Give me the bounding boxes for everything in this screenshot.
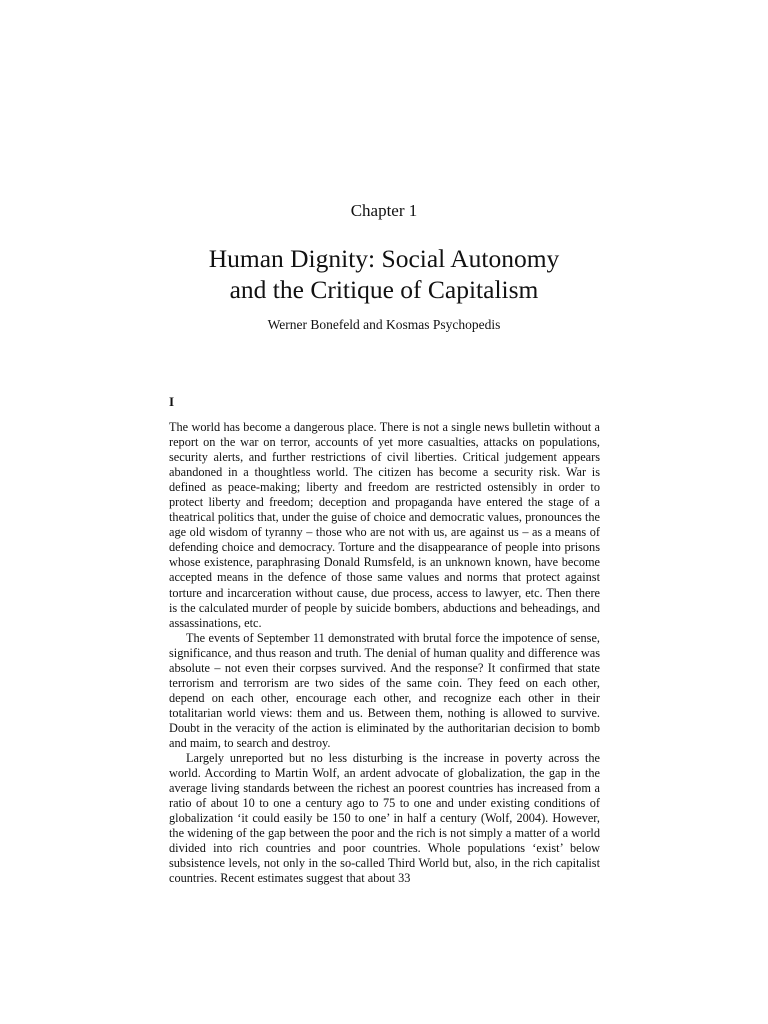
chapter-title-line-1: Human Dignity: Social Autonomy	[208, 244, 560, 273]
chapter-label: Chapter 1	[350, 201, 418, 220]
section-number: I	[169, 394, 175, 409]
chapter-title	[0, 243, 768, 305]
body-text	[169, 420, 600, 886]
chapter-title-line-2: and the Critique of Capitalism	[229, 275, 539, 304]
paragraph-3: Largely unreported but no less disturbing is the increase in poverty across the world. According to Martin Wolf, an ardent advocate of globalization, the gap in the average living standards between the richest an poorest countries has increased from a ratio of about 10 to one a century ago to 75 to one and under existing conditions of globalization ‘it could easily be 150 to one’ in half a century (Wolf, 2004). However, the widening of the gap between the poor and the rich is not simply a matter of a world divided into rich countries and poor countries. Whole populations ‘exist’ below subsistence levels, not only in the so-called Third World but, also, in the rich capitalist countries. Recent estimates suggest that about 33	[169, 751, 600, 886]
paragraph-1: The world has become a dangerous place. There is not a single news bulletin without a report on the war on terror, accounts of yet more casualties, attacks on populations, security alerts, and further restrictions of civil liberties. Critical judgement appears abandoned in a thoughtless world. The citizen has become a security risk. War is defined as peace-making; liberty and freedom are restricted ostensibly in order to protect liberty and freedom; deception and propaganda have entered the stage of a theatrical politics that, under the guise of choice and democratic values, pronounces the age old wisdom of tyranny – those who are not with us, are against us – as a means of defending choice and democracy. Torture and the disappearance of people into prisons whose existence, paraphrasing Donald Rumsfeld, is an unknown known, have become accepted means in the defence of those same values and norms that protect against torture and incarceration without cause, due process, access to lawyer, etc. Then there is the calculated murder of people by suicide bombers, abductions and beheadings, and assassinations, etc.	[169, 420, 600, 630]
chapter-authors: Werner Bonefeld and Kosmas Psychopedis	[267, 317, 501, 332]
paragraph-2: The events of September 11 demonstrated with brutal force the impotence of sense, significance, and thus reason and truth. The denial of human quality and difference was absolute – not even their corpses survived. And the response? It confirmed that state terrorism and terrorism are two sides of the same coin. They feed on each other, depend on each other, encourage each other, and recognize each other in their totalitarian world views: them and us. Between them, nothing is allowed to survive. Doubt in the veracity of the action is eliminated by the authoritarian decision to bomb and maim, to search and destroy.	[169, 630, 600, 750]
